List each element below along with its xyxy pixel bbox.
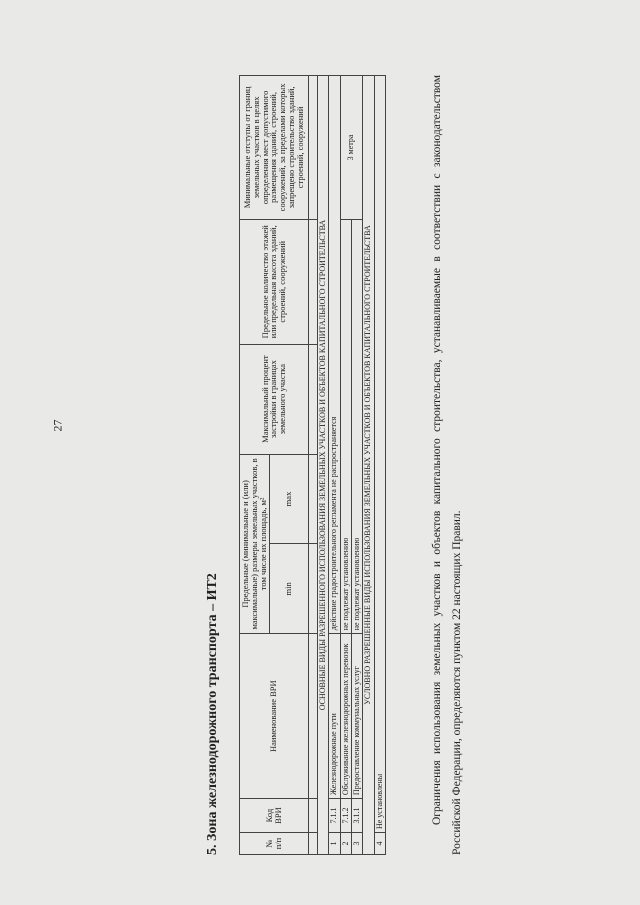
row-note: не подлежат установлению — [340, 219, 351, 633]
restrictions-paragraph: Ограничения использования земельных участков и объектов капитального строительства, устанавливаемые в соответствии с законодательством Российской Федерации, определяются пунктом 22 настоящих Правил. — [430, 75, 464, 855]
table-row — [329, 76, 340, 855]
header-sizes: Предельные (минимальные и (или) максимальные) размеры земельных участков, в том числе их площадь, м² — [240, 454, 270, 634]
rotated-page-content — [205, 35, 464, 855]
row-code: 7.1.1 — [329, 799, 340, 833]
page-number: 27 — [50, 419, 65, 432]
table-row — [340, 76, 351, 855]
header-name: Наименование ВРИ — [240, 634, 309, 799]
section-main — [317, 76, 328, 855]
setback-value: 3 метра — [340, 76, 363, 220]
row-code: 3.1.1 — [351, 799, 362, 833]
header-code: Код ВРИ — [240, 799, 309, 833]
section-conditional-label: УСЛОВНО РАЗРЕШЕННЫЕ ВИДЫ ИСПОЛЬЗОВАНИЯ ЗЕМЕЛЬНЫХ УЧАСТКОВ И ОБЪЕКТОВ КАПИТАЛЬНОГО СТРОИТЕЛЬСТВА — [363, 76, 374, 855]
row-note: не подлежат установлению — [351, 219, 362, 633]
blank-row — [308, 76, 317, 855]
zone-title: 5. Зона железнодорожного транспорта – ИТ2 — [205, 573, 220, 855]
header-num: № п/п — [240, 833, 309, 855]
row-num: 2 — [340, 833, 351, 855]
row-name: Обслуживание железнодорожных перевозок — [340, 634, 351, 799]
header-min: min — [269, 544, 308, 634]
header-setback: Минимальные отступы от границ земельных участков в целях определения мест допустимого размещения зданий, строений, сооружений, за пределами которых запрещено строительство зданий, строений, сооружений — [240, 76, 309, 220]
row-num: 3 — [351, 833, 362, 855]
header-floors: Предельное количество этажей или предельная высота зданий, строений, сооружений — [240, 219, 309, 344]
row-num: 1 — [329, 833, 340, 855]
header-coverage: Максимальный процент застройки в границах земельного участка — [240, 344, 309, 454]
row-name: Предоставление коммунальных услуг — [351, 634, 362, 799]
section-main-label: ОСНОВНЫЕ ВИДЫ РАЗРЕШЕННОГО ИСПОЛЬЗОВАНИЯ ЗЕМЕЛЬНЫХ УЧАСТКОВ И ОБЪЕКТОВ КАПИТАЛЬНОГО СТРОИТЕЛЬСТВА — [317, 76, 328, 855]
row-code: 7.1.2 — [340, 799, 351, 833]
row-note: действие градостроительного регламента не распространяется — [329, 76, 340, 634]
section-conditional — [363, 76, 374, 855]
table-row — [374, 76, 385, 855]
header-max: max — [269, 454, 308, 544]
zone-regulations-table — [239, 75, 386, 855]
row-num: 4 — [374, 833, 385, 855]
header-row — [240, 76, 270, 855]
row-text: Не установлены — [374, 76, 385, 833]
row-name: Железнодорожные пути — [329, 634, 340, 799]
